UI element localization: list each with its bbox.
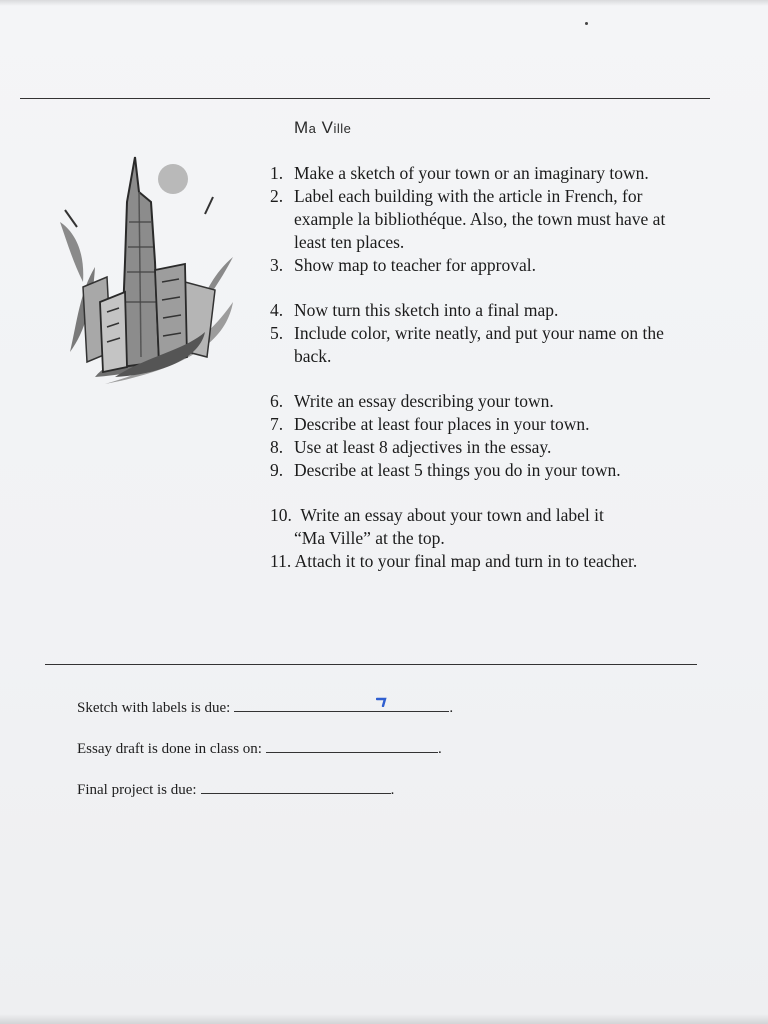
list-item: 4. Now turn this sketch into a final map. [270, 300, 559, 320]
list-item: 10. Write an essay about your town and label it “Ma Ville” at the top. [270, 505, 604, 548]
sketch-due-line: Sketch with labels is due: . [77, 697, 453, 717]
essay-due-label: Essay draft is done in class on: [77, 741, 262, 757]
list-item: 8. Use at least 8 adjectives in the essay. [270, 437, 552, 457]
list-item: 5. Include color, write neatly, and put your name on the back. [270, 323, 664, 366]
essay-due-line: Essay draft is done in class on: . [77, 738, 442, 758]
list-item: 11. Attach it to your final map and turn in to teacher. [270, 551, 638, 571]
final-due-label: Final project is due: [77, 782, 197, 798]
essay-due-blank[interactable] [266, 738, 438, 753]
scan-edge-bottom [0, 1014, 768, 1024]
bottom-divider [45, 664, 697, 665]
list-item: 9. Describe at least 5 things you do in your town. [270, 460, 621, 480]
scan-edge-top [0, 0, 768, 6]
page-title: Ma Ville [294, 118, 352, 137]
city-skyline-clipart-icon [55, 152, 240, 387]
final-due-line: Final project is due: . [77, 779, 394, 799]
scan-speck [585, 22, 588, 25]
top-divider [20, 98, 710, 99]
list-item: 2. Label each building with the article in French, for example la bibliothéque. Also, the town must have at least ten places. [270, 186, 666, 252]
list-item: 6. Write an essay describing your town. [270, 391, 554, 411]
sketch-due-label: Sketch with labels is due: [77, 700, 231, 716]
list-item: 1. Make a sketch of your town or an imaginary town. [270, 163, 649, 183]
sketch-due-blank[interactable] [234, 697, 449, 712]
final-due-blank[interactable] [201, 779, 391, 794]
blue-pen-mark-icon [376, 697, 388, 707]
list-item: 3. Show map to teacher for approval. [270, 255, 537, 275]
list-item: 7. Describe at least four places in your town. [270, 414, 590, 434]
instruction-list [270, 162, 690, 573]
